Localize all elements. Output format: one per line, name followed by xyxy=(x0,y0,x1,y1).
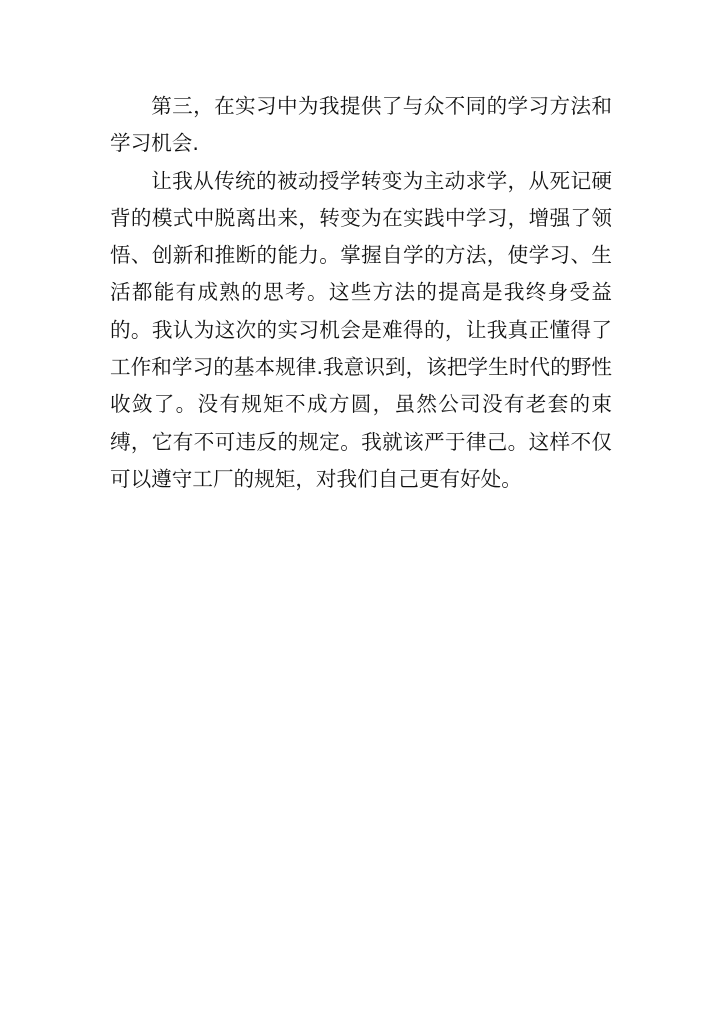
paragraph-1: 第三，在实习中为我提供了与众不同的学习方法和学习机会. xyxy=(110,94,612,156)
document-body xyxy=(110,88,612,498)
paragraph-2: 让我从传统的被动授学转变为主动求学，从死记硬背的模式中脱离出来，转变为在实践中学习，增强了领悟、创新和推断的能力。掌握自学的方法，使学习、生活都能有成熟的思考。这些方法的提高是我终身受益的。我认为这次的实习机会是难得的，让我真正懂得了工作和学习的基本规律.我意识到，该把学生时代的野性收敛了。没有规矩不成方圆，虽然公司没有老套的束缚，它有不可违反的规定。我就该严于律己。这样不仅可以遵守工厂的规矩，对我们自己更有好处。 xyxy=(110,168,612,491)
